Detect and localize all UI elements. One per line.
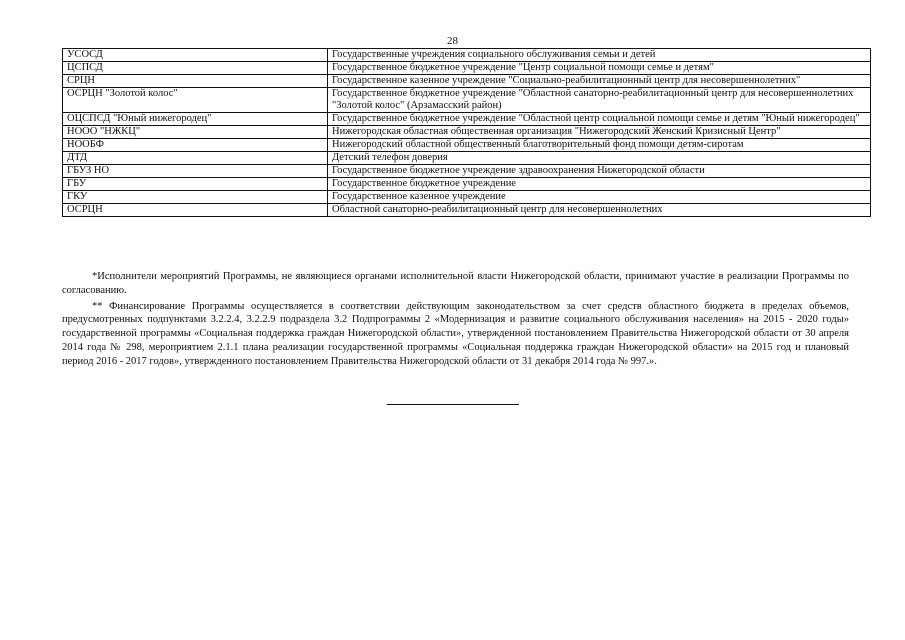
table-row [63,113,871,126]
abbreviation-cell: ГБУ [63,178,328,191]
abbreviation-cell: НООО "НЖКЦ" [63,126,328,139]
footnotes [62,270,849,369]
abbreviation-cell: ОЦСПСД "Юный нижегородец" [63,113,328,126]
abbreviation-cell: ГКУ [63,191,328,204]
table-row [63,178,871,191]
meaning-cell: Нижегородский областной общественный благотворительный фонд помощи детям-сиротам [328,139,871,152]
table-row [63,126,871,139]
page-number: 28 [447,35,458,47]
meaning-cell: Государственное казенное учреждение "Социально-реабилитационный центр для несовершеннолетних" [328,75,871,88]
meaning-cell: Государственное бюджетное учреждение "Областной центр социальной помощи семье и детям "Юный нижегородец" [328,113,871,126]
abbreviation-cell: УСОСД [63,49,328,62]
table-row [63,88,871,113]
meaning-cell: Нижегородская областная общественная организация "Нижегородский Женский Кризисный Центр" [328,126,871,139]
abbreviation-cell: ОСРЦН [63,204,328,217]
meaning-cell: Детский телефон доверия [328,152,871,165]
meaning-cell: Государственное бюджетное учреждение здравоохранения Нижегородской области [328,165,871,178]
table-row [63,49,871,62]
table-row [63,152,871,165]
table-row [63,62,871,75]
table-row [63,75,871,88]
table-row [63,204,871,217]
table-row [63,139,871,152]
footnote-executors: *Исполнители мероприятий Программы, не являющиеся органами исполнительной власти Нижегородской области, принимают участие в реализации Программы по согласованию. [62,271,849,296]
abbreviations-table [62,48,871,217]
meaning-cell: Государственное бюджетное учреждение "Областной санаторно-реабилитационный центр для несовершеннолетних "Золотой колос" (Арзамасский район) [328,88,871,113]
abbreviation-cell: ГБУЗ НО [63,165,328,178]
footnote-financing: ** Финансирование Программы осуществляется в соответствии действующим законодательством за счет средств областного бюджета в пределах объемов, предусмотренных подпунктами 3.2.2.4, 3.2.2.9 подраздела 3.2 Подпрограммы 2 «Модернизация и развитие социального обслуживания населения» на 2015 - 2020 годы» государственной программы «Социальная поддержка граждан Нижегородской области», утвержденной постановлением Правительства Нижегородской области от 30 апреля 2014 года № 298, мероприятием 2.1.1 плана реализации государственной программы «Социальная поддержка граждан Нижегородской области» на 2015 год и плановый период 2016 - 2017 годов», утвержденного постановлением Правительства Нижегородской области от 31 декабря 2014 года № 997.». [62,300,849,367]
abbreviation-cell: НООБФ [63,139,328,152]
meaning-cell: Государственные учреждения социального обслуживания семьи и детей [328,49,871,62]
meaning-cell: Областной санаторно-реабилитационный центр для несовершеннолетних [328,204,871,217]
abbreviation-cell: ОСРЦН "Золотой колос" [63,88,328,113]
meaning-cell: Государственное бюджетное учреждение "Центр социальной помощи семье и детям" [328,62,871,75]
table-row [63,191,871,204]
meaning-cell: Государственное казенное учреждение [328,191,871,204]
meaning-cell: Государственное бюджетное учреждение [328,178,871,191]
table-row [63,165,871,178]
abbreviation-cell: ЦСПСД [63,62,328,75]
abbreviation-cell: ДТД [63,152,328,165]
abbreviation-cell: СРЦН [63,75,328,88]
separator-line [387,404,519,405]
